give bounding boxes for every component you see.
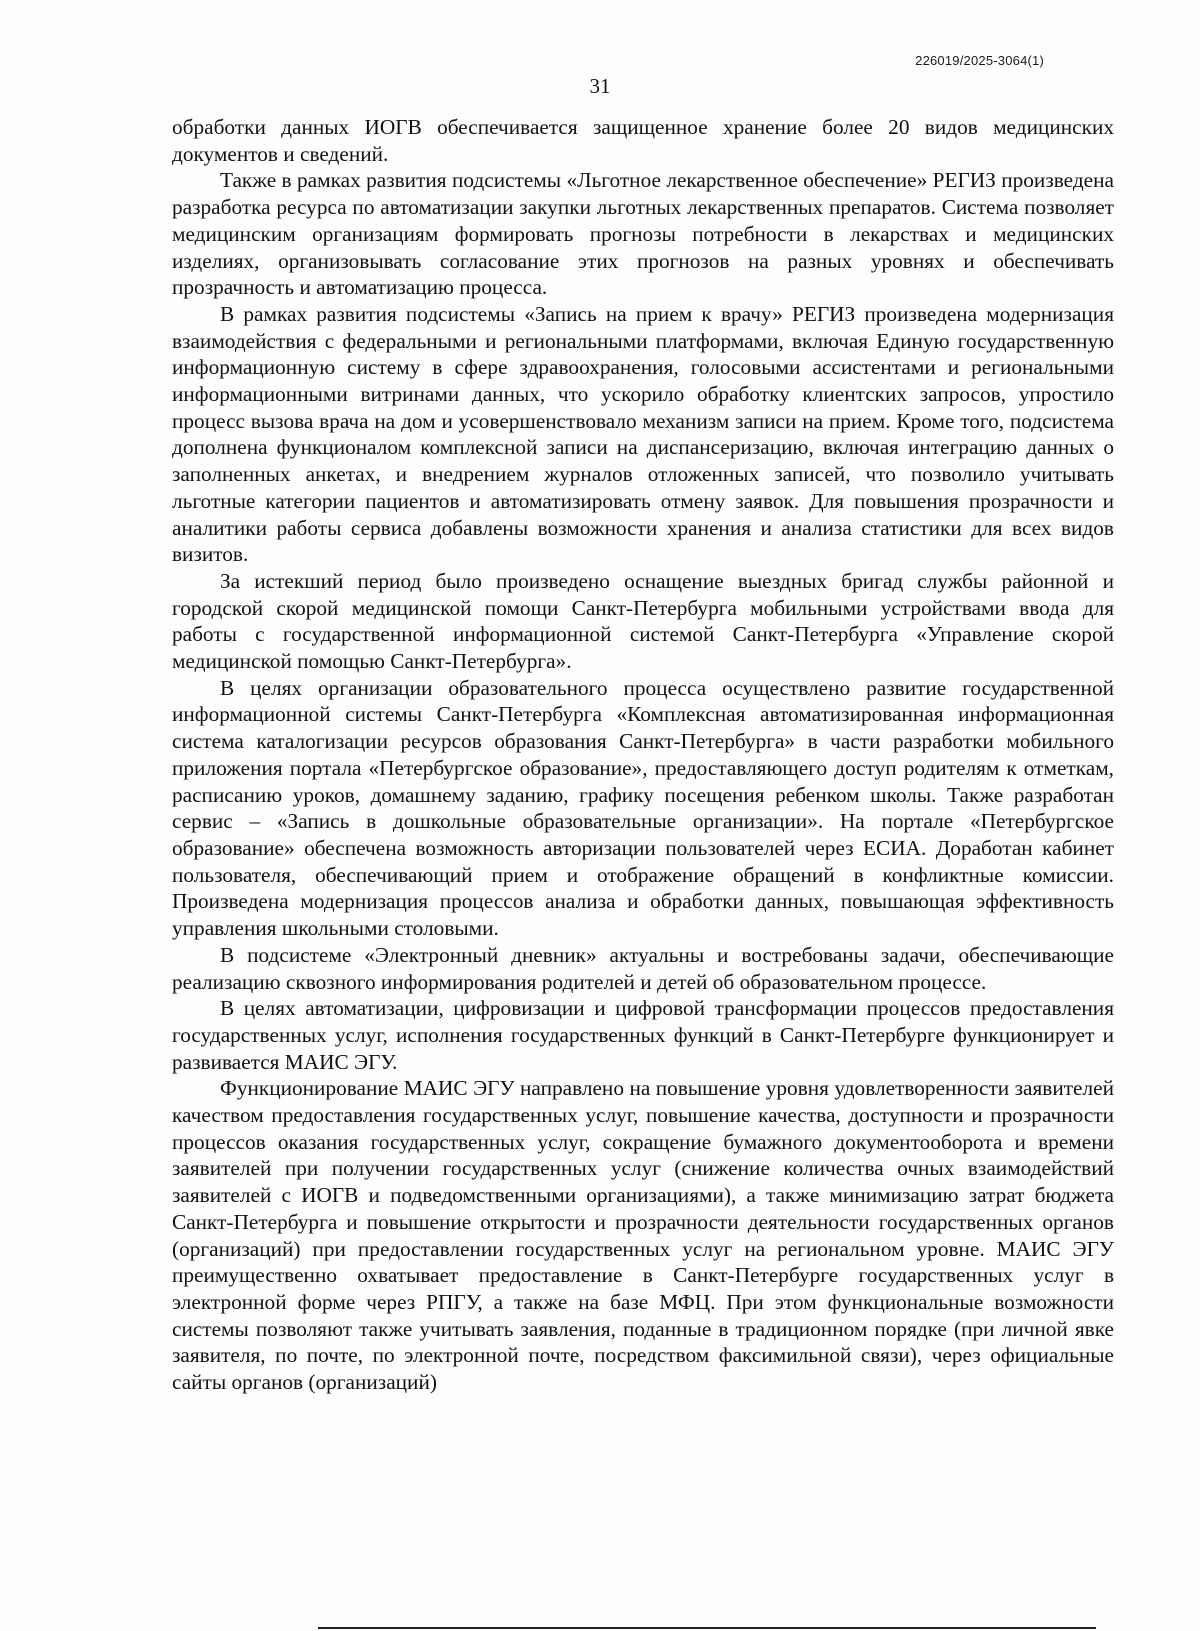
paragraph-education-system: В целях организации образовательного процесса осуществлено развитие государственной информационной системы Санкт-Петербурга «Комплексная автоматизированная информационная система каталогизации ресурсов образования Санкт-Петербурга» в части разработки мобильного приложения портала «Петербургское образование», предоставляющего доступ родителям к отметкам, расписанию уроков, домашнему заданию, графику посещения ребенком школы. Также разработан сервис – «Запись в дошкольные образовательные организации». На портале «Петербургское образование» обеспечена возможность авторизации пользователей через ЕСИА. Доработан кабинет пользователя, обеспечивающий прием и отображение обращений в конфликтные комиссии. Произведена модернизация процессов анализа и обработки данных, повышающая эффективность управления школьными столовыми.: [172, 675, 1114, 941]
page-number: 31: [589, 74, 611, 98]
paragraph-doctor-appointment: В рамках развития подсистемы «Запись на прием к врачу» РЕГИЗ произведена модернизация взаимодействия с федеральными и региональными платформами, включая Единую государственную информационную систему в сфере здравоохранения, голосовыми ассистентами и региональными информационными витринами данных, что ускорило обработку клиентских запросов, упростило процесс вызова врача на дом и усовершенствовало механизм записи на прием. Кроме того, подсистема дополнена функционалом комплексной записи на диспансеризацию, включая интеграцию данных о заполненных анкетах, и внедрением журналов отложенных записей, что позволило учитывать льготные категории пациентов и автоматизировать отмену заявок. Для повышения прозрачности и аналитики работы сервиса добавлены возможности хранения и анализа статистики для всех видов визитов.: [172, 301, 1114, 567]
paragraph-continuation: обработки данных ИОГВ обеспечивается защищенное хранение более 20 видов медицинских документов и сведений.: [172, 115, 1114, 166]
paragraph-medication-supply: Также в рамках развития подсистемы «Льготное лекарственное обеспечение» РЕГИЗ произведена разработка ресурса по автоматизации закупки льготных лекарственных препаратов. Система позволяет медицинским организациям формировать прогнозы потребности в лекарствах и медицинских изделиях, организовывать согласование этих прогнозов на разных уровнях и обеспечивать прозрачность и автоматизацию процесса.: [172, 168, 1114, 300]
paragraph-ambulance-devices: За истекший период было произведено оснащение выездных бригад службы районной и городской скорой медицинской помощи Санкт-Петербурга мобильными устройствами ввода для работы с государственной информационной системой Санкт-Петербурга «Управление скорой медицинской помощью Санкт-Петербурга».: [172, 568, 1114, 674]
paragraph-electronic-diary: В подсистеме «Электронный дневник» актуальны и востребованы задачи, обеспечивающие реализацию сквозного информирования родителей и детей об образовательном процессе.: [172, 942, 1114, 994]
paragraph-mais-egu-intro: В целях автоматизации, цифровизации и цифровой трансформации процессов предоставления государственных услуг, исполнения государственных функций в Санкт-Петербурге функционирует и развивается МАИС ЭГУ.: [172, 996, 1114, 1074]
document-body: [172, 114, 1114, 1396]
registration-number: 226019/2025-3064(1): [915, 53, 1044, 68]
paragraph-mais-egu-function: Функционирование МАИС ЭГУ направлено на повышение уровня удовлетворенности заявителей качеством предоставления государственных услуг, повышение качества, доступности и прозрачности процессов оказания государственных услуг, сокращение бумажного документооборота и времени заявителей при получении государственных услуг (снижение количества очных взаимодействий заявителей с ИОГВ и подведомственными организациями), а также минимизацию затрат бюджета Санкт-Петербурга и повышение открытости и прозрачности деятельности государственных органов (организаций) при предоставлении государственных услуг на региональном уровне. МАИС ЭГУ преимущественно охватывает предоставление в Санкт-Петербурге государственных услуг в электронной форме через РПГУ, а также на базе МФЦ. При этом функциональные возможности системы позволяют также учитывать заявления, поданные в традиционном порядке (при личной явке заявителя, по почте, по электронной почте, посредством факсимильной связи), через официальные сайты органов (организаций): [172, 1076, 1114, 1395]
bottom-rule: [318, 1627, 1096, 1629]
